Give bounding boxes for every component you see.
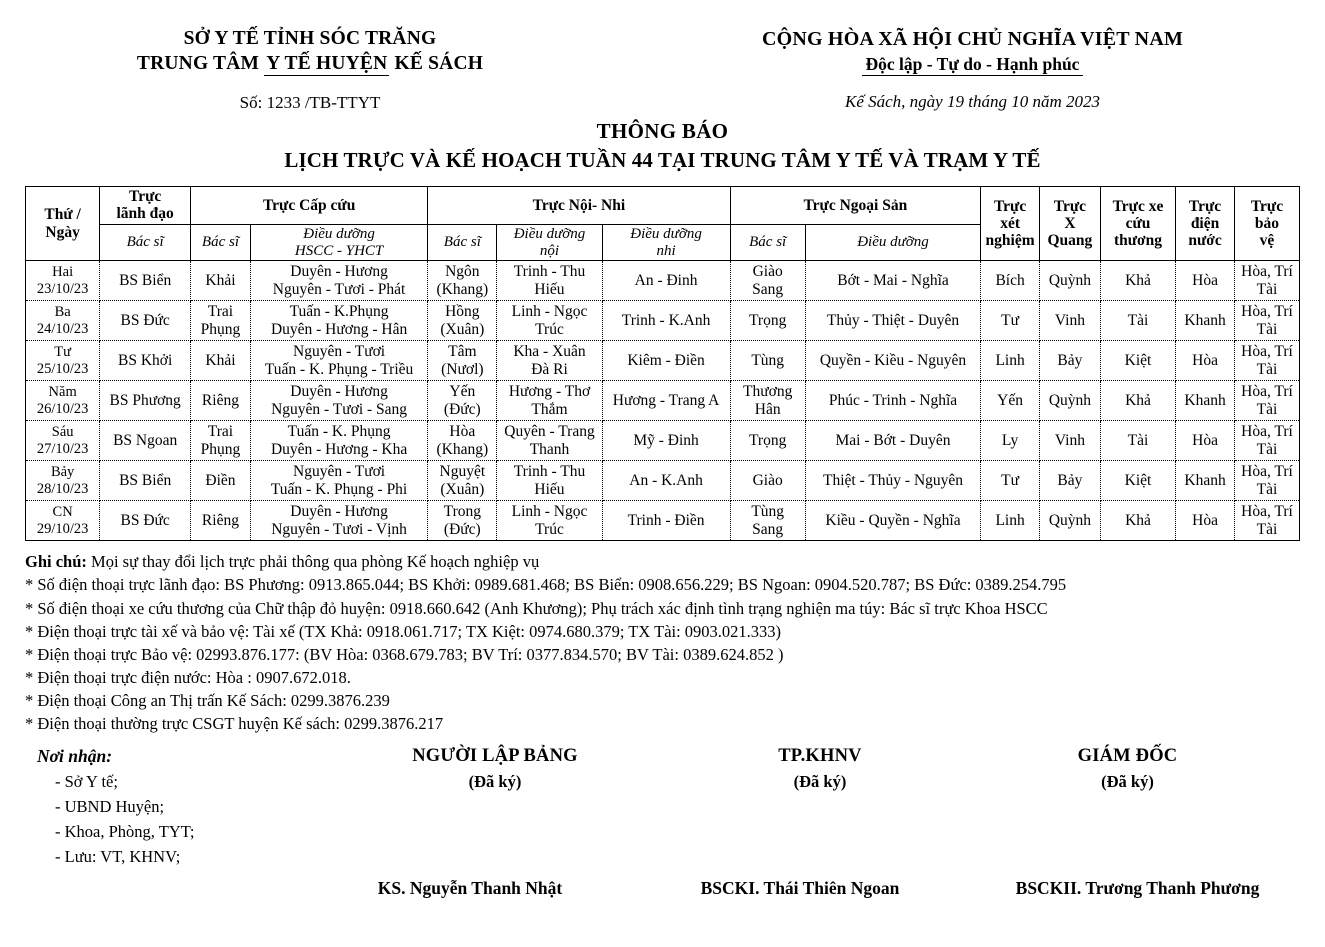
- cell-xray-tech: Vinh: [1039, 301, 1100, 341]
- cell-er-doctor: Khải: [191, 261, 251, 301]
- org-underlined: Y TẾ HUYỆN: [266, 53, 388, 74]
- cell-driver: Kiệt: [1100, 341, 1175, 381]
- cell-surgery-nurse: Thiệt - Thủy - Nguyên: [805, 461, 980, 501]
- cell-surgery-nurse: Kiều - Quyền - Nghĩa: [805, 501, 980, 541]
- cell-utility-tech: Khanh: [1176, 461, 1235, 501]
- cell-internal-doctor: Hồng (Xuân): [428, 301, 497, 341]
- national-title: CỘNG HÒA XÃ HỘI CHỦ NGHĨA VIỆT NAM: [761, 28, 1184, 50]
- table-row: [26, 381, 1300, 421]
- col-group-utility: [1176, 187, 1235, 261]
- cell-pediatric-nurse: Mỹ - Đinh: [602, 421, 730, 461]
- cell-internal-nurse: Trinh - Thu Hiếu: [497, 261, 602, 301]
- cell-er-nurse: Duyên - Hương Nguyên - Tươi - Vịnh: [250, 501, 427, 541]
- note-line: * Số điện thoại xe cứu thương của Chữ thập đỏ huyện: 0918.660.642 (Anh Khương); Phụ trách xác định tình trạng nghiện ma túy: Bác sĩ trực Khoa HSCC: [25, 598, 1048, 618]
- sub-leader-doctor: Bác sĩ: [100, 224, 191, 261]
- cell-leader-doctor: BS Phương: [100, 381, 191, 421]
- signature-row: [0, 746, 1325, 867]
- cell-security: Hòa, Trí Tài: [1234, 421, 1299, 461]
- sub-er-nurse: [250, 224, 427, 261]
- signature-preparer-name: KS. Nguyễn Thanh Nhật: [377, 878, 563, 898]
- cell-xray-tech: Vinh: [1039, 421, 1100, 461]
- cell-internal-nurse: Linh - Ngọc Trúc: [497, 501, 602, 541]
- note-line: * Điện thoại thường trực CSGT huyện Kế sách: 0299.3876.217: [25, 713, 444, 733]
- cell-er-doctor: Trai Phụng: [191, 421, 251, 461]
- org-prefix: TRUNG TÂM: [136, 53, 265, 74]
- document-number: Số: 1233 /TB-TTYT: [239, 93, 381, 112]
- col-day: [26, 187, 100, 261]
- cell-day: CN 29/10/23: [26, 501, 100, 541]
- col-ambulance-line1: Trực xe: [1112, 197, 1164, 215]
- col-group-emergency: Trực Cấp cứu: [191, 187, 428, 225]
- note-line: * Điện thoại Công an Thị trấn Kế Sách: 0299.3876.239: [25, 690, 390, 710]
- place-and-date: Kế Sách, ngày 19 tháng 10 năm 2023: [845, 92, 1100, 111]
- cell-security: Hòa, Trí Tài: [1234, 301, 1299, 341]
- sub-internal-nurse-line2: nội: [539, 242, 560, 259]
- recipient-item: - Lưu: VT, KHNV;: [55, 847, 181, 867]
- cell-lab-tech: Tư: [981, 301, 1040, 341]
- sub-pediatric-nurse: [602, 224, 730, 261]
- cell-surgery-doctor: Trọng: [730, 421, 805, 461]
- sub-er-nurse-line2: HSCC - YHCT: [294, 242, 384, 259]
- col-xray-line1: Trực: [1053, 197, 1087, 215]
- col-security-line1: Trực: [1250, 197, 1284, 215]
- cell-er-nurse: Nguyên - Tươi Tuấn - K. Phụng - Phi: [250, 461, 427, 501]
- cell-leader-doctor: BS Ngoan: [100, 421, 191, 461]
- cell-pediatric-nurse: Hương - Trang A: [602, 381, 730, 421]
- cell-er-nurse: Tuấn - K. Phụng Duyên - Hương - Kha: [250, 421, 427, 461]
- col-group-internal-pediatric: Trực Nội- Nhi: [428, 187, 730, 225]
- table-row: [26, 501, 1300, 541]
- cell-surgery-nurse: Thủy - Thiệt - Duyên: [805, 301, 980, 341]
- note-main: [25, 550, 1325, 573]
- cell-driver: Khả: [1100, 381, 1175, 421]
- table-head: [26, 187, 1300, 261]
- cell-security: Hòa, Trí Tài: [1234, 461, 1299, 501]
- cell-security: Hòa, Trí Tài: [1234, 501, 1299, 541]
- cell-pediatric-nurse: An - K.Anh: [602, 461, 730, 501]
- cell-leader-doctor: BS Đức: [100, 501, 191, 541]
- signature-director-title: GIÁM ĐỐC: [1077, 746, 1178, 767]
- page-title: THÔNG BÁO: [596, 119, 729, 143]
- col-group-leader: [100, 187, 191, 225]
- signature-khnv-note: (Đã ký): [793, 772, 847, 792]
- col-group-leader-line2: lãnh đạo: [116, 205, 174, 223]
- cell-leader-doctor: BS Đức: [100, 301, 191, 341]
- cell-leader-doctor: BS Khởi: [100, 341, 191, 381]
- cell-utility-tech: Hòa: [1176, 501, 1235, 541]
- table-row: [26, 461, 1300, 501]
- cell-pediatric-nurse: Trinh - Điền: [602, 501, 730, 541]
- cell-security: Hòa, Trí Tài: [1234, 341, 1299, 381]
- cell-internal-nurse: Hương - Thơ Thắm: [497, 381, 602, 421]
- sub-er-nurse-line1: Điều dưỡng: [303, 225, 375, 242]
- cell-internal-nurse: Trinh - Thu Hiếu: [497, 461, 602, 501]
- sub-internal-nurse: [497, 224, 602, 261]
- national-motto-text: Độc lập - Tự do - Hạnh phúc: [862, 54, 1084, 76]
- cell-security: Hòa, Trí Tài: [1234, 381, 1299, 421]
- cell-er-doctor: Điền: [191, 461, 251, 501]
- cell-er-doctor: Trai Phụng: [191, 301, 251, 341]
- col-lab-line1: Trực: [993, 197, 1027, 215]
- org-suffix: KẾ SÁCH: [389, 53, 484, 74]
- col-group-ambulance: [1100, 187, 1175, 261]
- cell-security: Hòa, Trí Tài: [1234, 261, 1299, 301]
- header-left-block: [0, 28, 620, 113]
- sub-surgery-doctor: Bác sĩ: [730, 224, 805, 261]
- notes-label-text: Mọi sự thay đổi lịch trực phải thông qua phòng Kế hoạch nghiệp vụ: [86, 552, 540, 572]
- province-health-department: SỞ Y TẾ TỈNH SÓC TRĂNG: [183, 28, 437, 49]
- cell-surgery-doctor: Giào: [730, 461, 805, 501]
- cell-day: Tư 25/10/23: [26, 341, 100, 381]
- cell-internal-doctor: Nguyệt (Xuân): [428, 461, 497, 501]
- col-security-line3: vệ: [1259, 232, 1275, 250]
- cell-day: Sáu 27/10/23: [26, 421, 100, 461]
- table-row: [26, 421, 1300, 461]
- note-line: * Điện thoại trực tài xế và bảo vệ: Tài xế (TX Khả: 0918.061.717; TX Kiệt: 0974.680.379; TX Tài: 0903.021.333): [25, 621, 782, 641]
- col-group-leader-line1: Trực: [129, 188, 162, 205]
- sub-pediatric-nurse-line1: Điều dưỡng: [630, 225, 702, 242]
- cell-leader-doctor: BS Biển: [100, 461, 191, 501]
- cell-internal-doctor: Ngôn (Khang): [428, 261, 497, 301]
- duty-schedule-table: [25, 186, 1300, 541]
- recipient-item: - Sở Y tế;: [55, 772, 118, 792]
- signature-preparer: [325, 746, 665, 867]
- cell-day: Năm 26/10/23: [26, 381, 100, 421]
- col-security-line2: bảo: [1254, 214, 1280, 232]
- cell-lab-tech: Tư: [981, 461, 1040, 501]
- cell-internal-nurse: Quyên - Trang Thanh: [497, 421, 602, 461]
- cell-surgery-nurse: Mai - Bớt - Duyên: [805, 421, 980, 461]
- col-day-line2: Ngày: [45, 223, 80, 241]
- header-right-block: [620, 28, 1325, 113]
- signature-names-row: [0, 878, 1325, 899]
- cell-er-nurse: Duyên - Hương Nguyên - Tươi - Phát: [250, 261, 427, 301]
- table-header-group-row: [26, 187, 1300, 225]
- cell-er-nurse: Tuấn - K.Phụng Duyên - Hương - Hân: [250, 301, 427, 341]
- cell-lab-tech: Linh: [981, 501, 1040, 541]
- note-line: * Số điện thoại trực lãnh đạo: BS Phương: 0913.865.044; BS Khởi: 0989.681.468; BS Biển: 0908.656.229; BS Ngoan: 0904.520.787; BS Đức: 0389.254.795: [25, 575, 1067, 595]
- note-line: * Điện thoại trực điện nước: Hòa : 0907.672.018.: [25, 667, 351, 687]
- national-motto: [862, 54, 1084, 75]
- col-group-lab: [981, 187, 1040, 261]
- sub-surgery-nurse: Điều dưỡng: [805, 224, 980, 261]
- cell-driver: Tài: [1100, 301, 1175, 341]
- table-row: [26, 341, 1300, 381]
- cell-day: Bảy 28/10/23: [26, 461, 100, 501]
- table-row: [26, 261, 1300, 301]
- cell-lab-tech: Bích: [981, 261, 1040, 301]
- cell-pediatric-nurse: Kiêm - Điền: [602, 341, 730, 381]
- cell-lab-tech: Yến: [981, 381, 1040, 421]
- cell-utility-tech: Hòa: [1176, 341, 1235, 381]
- sub-er-doctor: Bác sĩ: [191, 224, 251, 261]
- cell-surgery-nurse: Quyền - Kiều - Nguyên: [805, 341, 980, 381]
- table-body: [26, 261, 1300, 541]
- cell-driver: Khả: [1100, 261, 1175, 301]
- cell-surgery-nurse: Bớt - Mai - Nghĩa: [805, 261, 980, 301]
- col-ambulance-line3: thương: [1113, 232, 1163, 250]
- title-block: [0, 119, 1325, 173]
- cell-leader-doctor: BS Biển: [100, 261, 191, 301]
- signature-director: [975, 746, 1280, 867]
- name-spacer: [0, 878, 300, 899]
- cell-er-doctor: Riêng: [191, 501, 251, 541]
- cell-driver: Tài: [1100, 421, 1175, 461]
- cell-er-doctor: Riêng: [191, 381, 251, 421]
- cell-driver: Khả: [1100, 501, 1175, 541]
- recipients-title: Nơi nhận:: [37, 746, 113, 767]
- col-day-line1: Thứ /: [44, 206, 81, 224]
- col-utility-line1: Trực: [1188, 197, 1222, 215]
- notes-section: [0, 550, 1325, 735]
- cell-internal-doctor: Trong (Đức): [428, 501, 497, 541]
- cell-day: Hai 23/10/23: [26, 261, 100, 301]
- cell-xray-tech: Bảy: [1039, 341, 1100, 381]
- cell-er-nurse: Duyên - Hương Nguyên - Tươi - Sang: [250, 381, 427, 421]
- col-ambulance-line2: cứu: [1125, 214, 1151, 232]
- col-lab-line3: nghiệm: [985, 232, 1035, 250]
- cell-surgery-doctor: Tùng: [730, 341, 805, 381]
- signature-director-name: BSCKII. Trương Thanh Phương: [1015, 878, 1260, 898]
- cell-er-doctor: Khải: [191, 341, 251, 381]
- schedule-table-wrapper: [0, 186, 1325, 541]
- signature-khnv-title: TP.KHNV: [778, 746, 862, 767]
- document-header: [0, 0, 1325, 113]
- cell-surgery-doctor: Trọng: [730, 301, 805, 341]
- page-subtitle: LỊCH TRỰC VÀ KẾ HOẠCH TUẦN 44 TẠI TRUNG TÂM Y TẾ VÀ TRẠM Y TẾ: [284, 148, 1041, 172]
- cell-internal-doctor: Yến (Đức): [428, 381, 497, 421]
- signature-khnv-name: BSCKI. Thái Thiên Ngoan: [700, 878, 900, 898]
- cell-utility-tech: Khanh: [1176, 381, 1235, 421]
- col-group-surgery-obstetrics: Trực Ngoại Sản: [730, 187, 981, 225]
- signature-director-note: (Đã ký): [1101, 772, 1154, 792]
- cell-er-nurse: Nguyên - Tươi Tuấn - K. Phụng - Triều: [250, 341, 427, 381]
- recipient-item: - Khoa, Phòng, TYT;: [55, 822, 195, 842]
- col-utility-line3: nước: [1188, 232, 1222, 250]
- sub-internal-doctor: Bác sĩ: [428, 224, 497, 261]
- cell-pediatric-nurse: Trinh - K.Anh: [602, 301, 730, 341]
- medical-center-name: [0, 53, 620, 75]
- cell-lab-tech: Ly: [981, 421, 1040, 461]
- cell-internal-doctor: Tâm (Nươl): [428, 341, 497, 381]
- note-line: * Điện thoại trực Bảo vệ: 02993.876.177: (BV Hòa: 0368.679.783; BV Trí: 0377.834.570; BV Tài: 0389.624.852 ): [25, 644, 784, 664]
- cell-xray-tech: Quỳnh: [1039, 501, 1100, 541]
- col-xray-line3: Quang: [1047, 232, 1093, 250]
- sub-internal-nurse-line1: Điều dưỡng: [513, 225, 586, 242]
- table-row: [26, 301, 1300, 341]
- col-group-xray: [1039, 187, 1100, 261]
- cell-utility-tech: Hòa: [1176, 421, 1235, 461]
- cell-internal-nurse: Kha - Xuân Đà Ri: [497, 341, 602, 381]
- cell-internal-nurse: Linh - Ngọc Trúc: [497, 301, 602, 341]
- cell-utility-tech: Hòa: [1176, 261, 1235, 301]
- col-lab-line2: xét: [1000, 214, 1020, 232]
- signature-khnv: [665, 746, 975, 867]
- col-xray-line2: X: [1064, 214, 1076, 232]
- cell-lab-tech: Linh: [981, 341, 1040, 381]
- sub-pediatric-nurse-line2: nhi: [656, 242, 676, 259]
- col-group-security: [1234, 187, 1299, 261]
- cell-utility-tech: Khanh: [1176, 301, 1235, 341]
- cell-pediatric-nurse: An - Đinh: [602, 261, 730, 301]
- notes-label: Ghi chú:: [25, 552, 87, 572]
- recipient-item: - UBND Huyện;: [55, 797, 165, 817]
- cell-surgery-doctor: Tùng Sang: [730, 501, 805, 541]
- signature-preparer-title: NGƯỜI LẬP BẢNG: [412, 746, 578, 767]
- cell-surgery-doctor: Thương Hân: [730, 381, 805, 421]
- signature-preparer-note: (Đã ký): [468, 772, 522, 792]
- col-utility-line2: điện: [1190, 214, 1220, 232]
- cell-xray-tech: Bảy: [1039, 461, 1100, 501]
- cell-internal-doctor: Hòa (Khang): [428, 421, 497, 461]
- cell-surgery-doctor: Giào Sang: [730, 261, 805, 301]
- recipients-block: [25, 746, 325, 867]
- cell-xray-tech: Quỳnh: [1039, 261, 1100, 301]
- cell-driver: Kiệt: [1100, 461, 1175, 501]
- cell-surgery-nurse: Phúc - Trinh - Nghĩa: [805, 381, 980, 421]
- cell-day: Ba 24/10/23: [26, 301, 100, 341]
- cell-xray-tech: Quỳnh: [1039, 381, 1100, 421]
